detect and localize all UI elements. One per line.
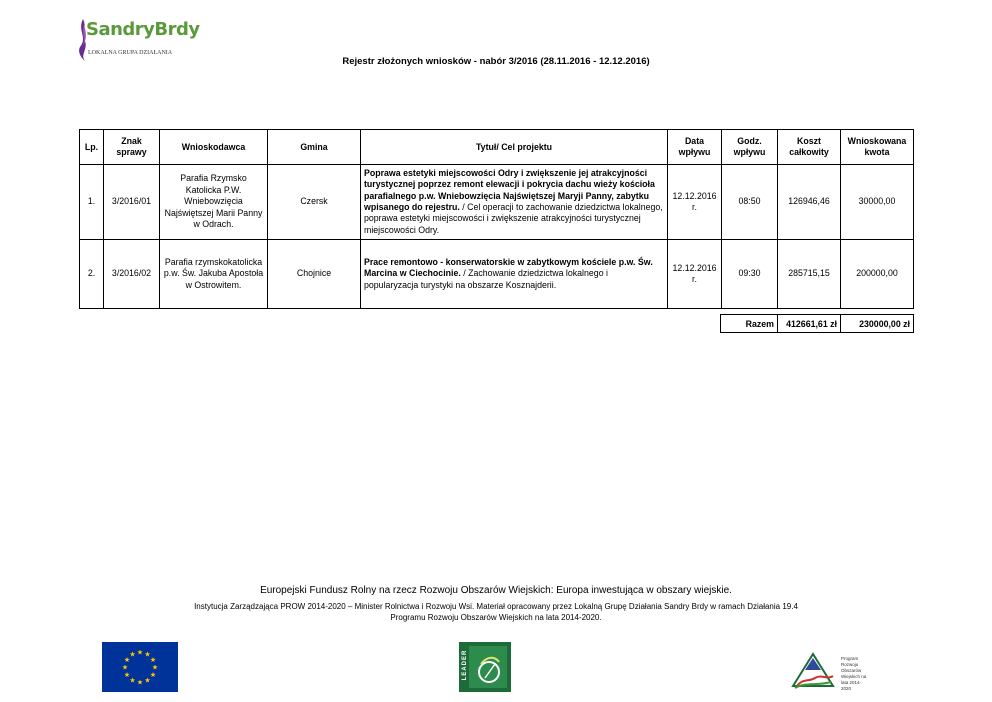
header-wnioskodawca: Wnioskodawca xyxy=(160,130,268,165)
eu-star: ★ xyxy=(123,672,131,679)
table-row xyxy=(80,165,914,240)
cell-data: 12.12.2016 r. xyxy=(668,165,722,240)
header-tytul: Tytuł/ Cel projektu xyxy=(361,130,668,165)
footer-credits-line: Programu Rozwoju Obszarów Wiejskich na lata 2014-2020. xyxy=(390,613,602,623)
cell-godz: 09:30 xyxy=(722,240,778,309)
page-title: Rejestr złożonych wniosków - nabór 3/2016 (28.11.2016 - 12.12.2016) xyxy=(342,56,650,67)
eu-flag-logo xyxy=(102,642,178,692)
totals-koszt: 412661,61 zł xyxy=(778,315,841,333)
project-title-bold: Prace remontowo - konserwatorskie w zabytkowym kościele p.w. Św. Marcina w Ciechocinie. xyxy=(364,256,653,279)
project-title-bold: Poprawa estetyki miejscowości Odry i zwiększenie jej atrakcyjności turystycznej poprzez remont elewacji i pokrycia dachu wieży kościoła parafialnego p.w. Wniebowzięcia Najświętszej Maryji Panny, zabytku wpisanego do rejestru. xyxy=(364,167,655,212)
eu-star: ★ xyxy=(149,672,157,679)
eu-star: ★ xyxy=(151,664,159,672)
cell-gmina: Chojnice xyxy=(268,240,361,309)
cell-koszt: 126946,46 xyxy=(778,165,841,240)
cell-lp: 1. xyxy=(80,165,104,240)
totals-kwota: 230000,00 zł xyxy=(841,315,914,333)
header-gmina: Gmina xyxy=(268,130,361,165)
eu-star: ★ xyxy=(129,651,136,659)
cell-wnioskodawca: Parafia rzymskokatolicka p.w. Św. Jakuba Apostoła w Ostrowitem. xyxy=(160,240,268,309)
project-goal: / Zachowanie dziedzictwa lokalnego i popularyzacja turystyki na obszarze Kosznajderii. xyxy=(364,268,608,290)
leader-logo xyxy=(459,642,511,692)
header-koszt: Koszt całkowity xyxy=(778,130,841,165)
header-godz: Godz. wpływu xyxy=(722,130,778,165)
cell-znak: 3/2016/01 xyxy=(104,165,160,240)
eu-star: ★ xyxy=(144,677,151,685)
cell-znak: 3/2016/02 xyxy=(104,240,160,309)
eu-star: ★ xyxy=(136,649,144,657)
eu-star: ★ xyxy=(129,677,136,685)
header-znak: Znak sprawy xyxy=(104,130,160,165)
applications-table xyxy=(79,129,914,309)
prow-logo xyxy=(787,642,867,692)
totals-row xyxy=(721,315,914,333)
totals-label: Razem xyxy=(721,315,778,333)
eu-star: ★ xyxy=(149,657,157,664)
cell-gmina: Czersk xyxy=(268,165,361,240)
cell-tytul xyxy=(361,165,668,240)
cell-godz: 08:50 xyxy=(722,165,778,240)
cell-koszt: 285715,15 xyxy=(778,240,841,309)
cell-kwota: 30000,00 xyxy=(841,165,914,240)
footer-credits-line: Instytucja Zarządzająca PROW 2014-2020 – Minister Rolnictwa i Rozwoju Wsi. Materiał opracowany przez Lokalną Grupę Działania Sandry Brdy w ramach Działania 19.4 xyxy=(194,602,798,611)
eu-stars-icon xyxy=(102,642,178,692)
eu-star: ★ xyxy=(144,651,151,659)
footer-eafrd-line: Europejski Fundusz Rolny na rzecz Rozwoju Obszarów Wiejskich: Europa inwestująca w obszary wiejskie. xyxy=(260,585,732,596)
cell-wnioskodawca: Parafia Rzymsko Katolicka P.W. Wniebowzięcia Najświętszej Marii Panny w Odrach. xyxy=(160,165,268,240)
eu-star: ★ xyxy=(123,657,131,664)
header-lp: Lp. xyxy=(80,130,104,165)
cell-kwota: 200000,00 xyxy=(841,240,914,309)
cell-tytul xyxy=(361,240,668,309)
logo-subtitle: LOKALNA GRUPA DZIAŁANIA xyxy=(88,50,173,56)
eu-star: ★ xyxy=(136,679,144,687)
project-goal: / Cel operacji to zachowanie dziedzictwa lokalnego, poprawa estetyki miejscowości i zwiększenie atrakcyjności turystycznej miejscowości Odry. xyxy=(364,202,663,235)
table-header-row xyxy=(80,130,914,165)
prow-text: Program Rozwoju Obszarów Wiejskich na lata 2014-2020 xyxy=(841,656,867,692)
cell-lp: 2. xyxy=(80,240,104,309)
cell-data: 12.12.2016 r. xyxy=(668,240,722,309)
header-kwota: Wnioskowana kwota xyxy=(841,130,914,165)
table-row xyxy=(80,240,914,309)
footer-credits xyxy=(100,601,892,623)
totals-table xyxy=(720,314,914,333)
leader-text: LEADER xyxy=(462,649,468,681)
eu-star: ★ xyxy=(121,664,129,672)
prow-emblem-icon xyxy=(787,642,839,692)
header-data: Data wpływu xyxy=(668,130,722,165)
logo-name: SandryBrdy xyxy=(86,19,200,40)
